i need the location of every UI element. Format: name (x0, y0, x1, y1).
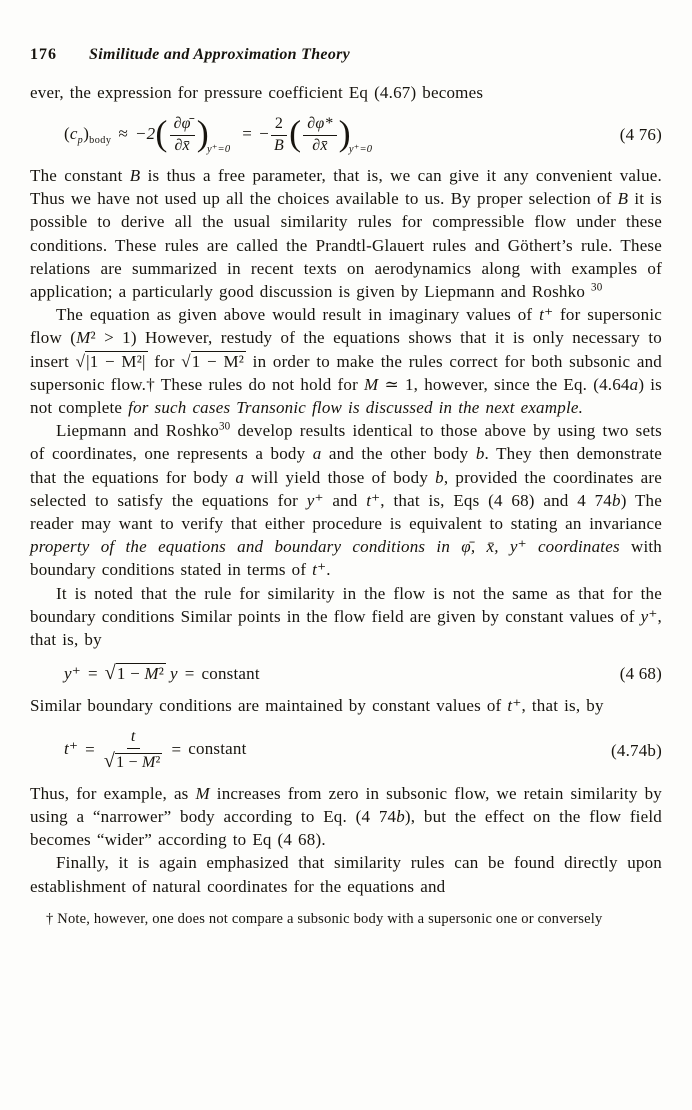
subscript: body (89, 135, 112, 147)
text-run: ⁺, that is, Eqs (4 68) and 4 74 (371, 490, 613, 510)
equation-4-68 (30, 662, 662, 685)
text-run: ⁺ and (314, 490, 367, 510)
text-run: ≃ 1, however, since the Eq. (4.64 (378, 374, 630, 394)
text-run: . They then demonstrate that the equations for body (30, 444, 663, 487)
text-run: and the other body (321, 444, 476, 464)
paragraph-intro: ever, the expression for pressure coefficient Eq (4.67) becomes (30, 83, 484, 102)
radical-sign: √ (103, 749, 116, 772)
superscript: ² (155, 753, 161, 771)
text-run: a (235, 467, 245, 487)
paragraph-constant-b (30, 164, 662, 303)
text-run: b (475, 444, 485, 464)
paren: ( (64, 124, 70, 143)
text-run: a (312, 444, 322, 464)
operator: = (242, 124, 253, 143)
equation-number: (4.74b) (611, 740, 662, 760)
text-run: B (617, 189, 629, 209)
fraction (104, 728, 163, 772)
text-run: ⁺ for supersonic flow ( (30, 305, 663, 348)
text-run: M (76, 328, 91, 348)
formula-t-plus (64, 728, 247, 772)
page-number: 176 (30, 46, 57, 63)
text-run: ) The reader may want to verify that either procedure is equivalent to stating an invariance (30, 490, 663, 534)
paragraph-imaginary-values (30, 303, 662, 419)
paren: ) (83, 124, 90, 143)
variable: y (169, 664, 178, 684)
text-run: t (507, 696, 513, 716)
paragraph-similarity-rule (30, 582, 662, 652)
radicand-text: 1 − (116, 664, 145, 684)
equation-number: (4 68) (619, 663, 662, 683)
denominator: ∂x̄ (174, 136, 190, 154)
text-run: in order to make the rules correct for both subsonic and supersonic flow.† These rules do not hold for (30, 351, 663, 394)
text-run: Liepmann and Roshko (56, 421, 219, 441)
subscript: y⁺=0 (206, 144, 231, 155)
superscript: ² (158, 664, 164, 684)
text-run: 30 (590, 281, 603, 294)
text-run: M (195, 783, 210, 803)
paragraph-finally: Finally, it is again emphasized that similarity rules can be found directly upon establishment of natural coordinates for the equations and (30, 853, 662, 896)
operator: ≈ (118, 124, 128, 143)
numerator: t (127, 728, 140, 748)
text-run: t (312, 560, 318, 580)
text-run: |1 − M²| (86, 351, 146, 371)
text-run: b (396, 807, 405, 827)
operator: = (85, 739, 95, 759)
text-run: t (539, 305, 545, 325)
text-run: ² > 1) However, restudy of the equations shows that it is only necessary to insert (30, 328, 662, 371)
text-run: with boundary conditions stated in terms of (30, 537, 662, 580)
operator: = (171, 739, 182, 759)
operator: = (87, 664, 98, 684)
text-run: B (129, 165, 141, 185)
numerator: ∂φ̄ (170, 115, 195, 135)
constant-label: constant (188, 739, 247, 759)
footnote (30, 910, 662, 930)
text-run: is thus a free parameter, that is, we can give it any convenient value. Thus we have not used up all the choices available to us. By proper selection of (30, 165, 662, 209)
text-run: , provided the coordinates are selected to satisfy the equations for (30, 467, 663, 510)
text-run: a (629, 374, 639, 394)
text-run: for (147, 351, 182, 371)
denominator (104, 749, 163, 773)
text-run: b (612, 490, 621, 510)
text-run: √ (75, 351, 86, 371)
text-run: The equation as given above would result in imaginary values of (56, 305, 540, 325)
text-run: t (366, 490, 372, 510)
text-run: The constant (30, 165, 130, 185)
text-run: ), but the effect on the flow field becomes “wider” according to Eq (4 68). (30, 807, 662, 850)
text-run: for such cases Transonic flow is discussed in the next example. (128, 398, 584, 418)
radicand-text: 1 − (116, 753, 142, 771)
paragraph-narrower-wider (30, 782, 662, 852)
text-run: y (640, 606, 649, 626)
superscript: ⁺ (71, 664, 81, 684)
numerator: ∂φ* (303, 115, 336, 135)
operator: − (259, 124, 269, 143)
denominator: B (274, 136, 284, 154)
superscript: ⁺ (68, 739, 79, 759)
text-run: will yield those of body (244, 467, 436, 487)
radical-sign: √ (104, 662, 116, 685)
radicand (116, 663, 166, 683)
text-run: property of the equations and boundary conditions in φ̄, x̄, y⁺ coordinates (30, 537, 620, 557)
variable: t (64, 739, 69, 759)
text-run: b (435, 467, 444, 487)
text-run: M (364, 374, 379, 394)
footnote-text: † Note, however, one does not compare a subsonic body with a supersonic one or conversely (46, 910, 603, 927)
equation-4-76 (30, 115, 662, 155)
numerator: 2 (271, 115, 287, 135)
text-run: It is noted that the rule for similarity in the flow is not the same as that for the boundary conditions Similar points in the flow field are given by constant values of (30, 583, 662, 626)
page-header (30, 46, 662, 64)
variable: y (64, 664, 72, 684)
text-run: 30 (218, 420, 231, 433)
text-run: ) is not complete (30, 374, 662, 418)
fraction (170, 115, 195, 155)
equation-4-74b (30, 728, 662, 772)
variable: M (144, 664, 159, 684)
operator: = (184, 664, 195, 684)
paragraph-liepmann-roshko (30, 419, 662, 581)
text-run: ⁺. (317, 560, 331, 580)
formula-pressure-coefficient: $(c_p)_{body} \approx -2$( $\frac{\partial\varphī}{\partial x̄}$ )$_{y^+=0}=$ − $\frac{2}{B}$ ( $\frac{\partial\varphi*}{\partial x̄}$ )$_{y^+=0}$ (64, 113, 373, 155)
running-title: Similitude and Approximation Theory (89, 46, 351, 63)
variable: c (69, 124, 78, 143)
subscript: p (77, 135, 84, 147)
text-run: ⁺, that is, by (30, 606, 662, 650)
constant-label: constant (201, 664, 260, 684)
text-run: Similar boundary conditions are maintained by constant values of (30, 696, 508, 716)
variable: M (141, 753, 156, 771)
fraction (303, 115, 336, 155)
text-run: develop results identical to those above by using two sets of coordinates, one represents a body (30, 421, 662, 464)
text-run: 1 − M² (191, 351, 245, 371)
formula-y-plus (64, 662, 260, 685)
denominator: ∂x̄ (312, 136, 328, 154)
text-run: Thus, for example, as (30, 783, 196, 803)
text-run: increases from zero in subsonic flow, we retain similarity by using a “narrower” body according to Eq. (4 74 (30, 783, 662, 827)
text-run: √ (181, 351, 191, 371)
text-run: it is possible to derive all the usual similarity rules for compressible flow under these conditions. These rules are called the Prandtl-Glauert rules and Göthert’s rule. These relations are summarized in recent texts on aerodynamics along with examples of application; a particularly good discussion is given by Liepmann and Roshko (30, 189, 662, 301)
paragraph-boundary-conditions (30, 694, 662, 717)
equation-number: (4 76) (619, 125, 662, 145)
fraction (271, 115, 287, 155)
coefficient: −2 (135, 124, 156, 143)
subscript: y⁺=0 (348, 144, 373, 155)
text-run: y (306, 490, 315, 510)
radicand (115, 753, 162, 771)
text-run: ⁺, that is, by (512, 696, 604, 716)
